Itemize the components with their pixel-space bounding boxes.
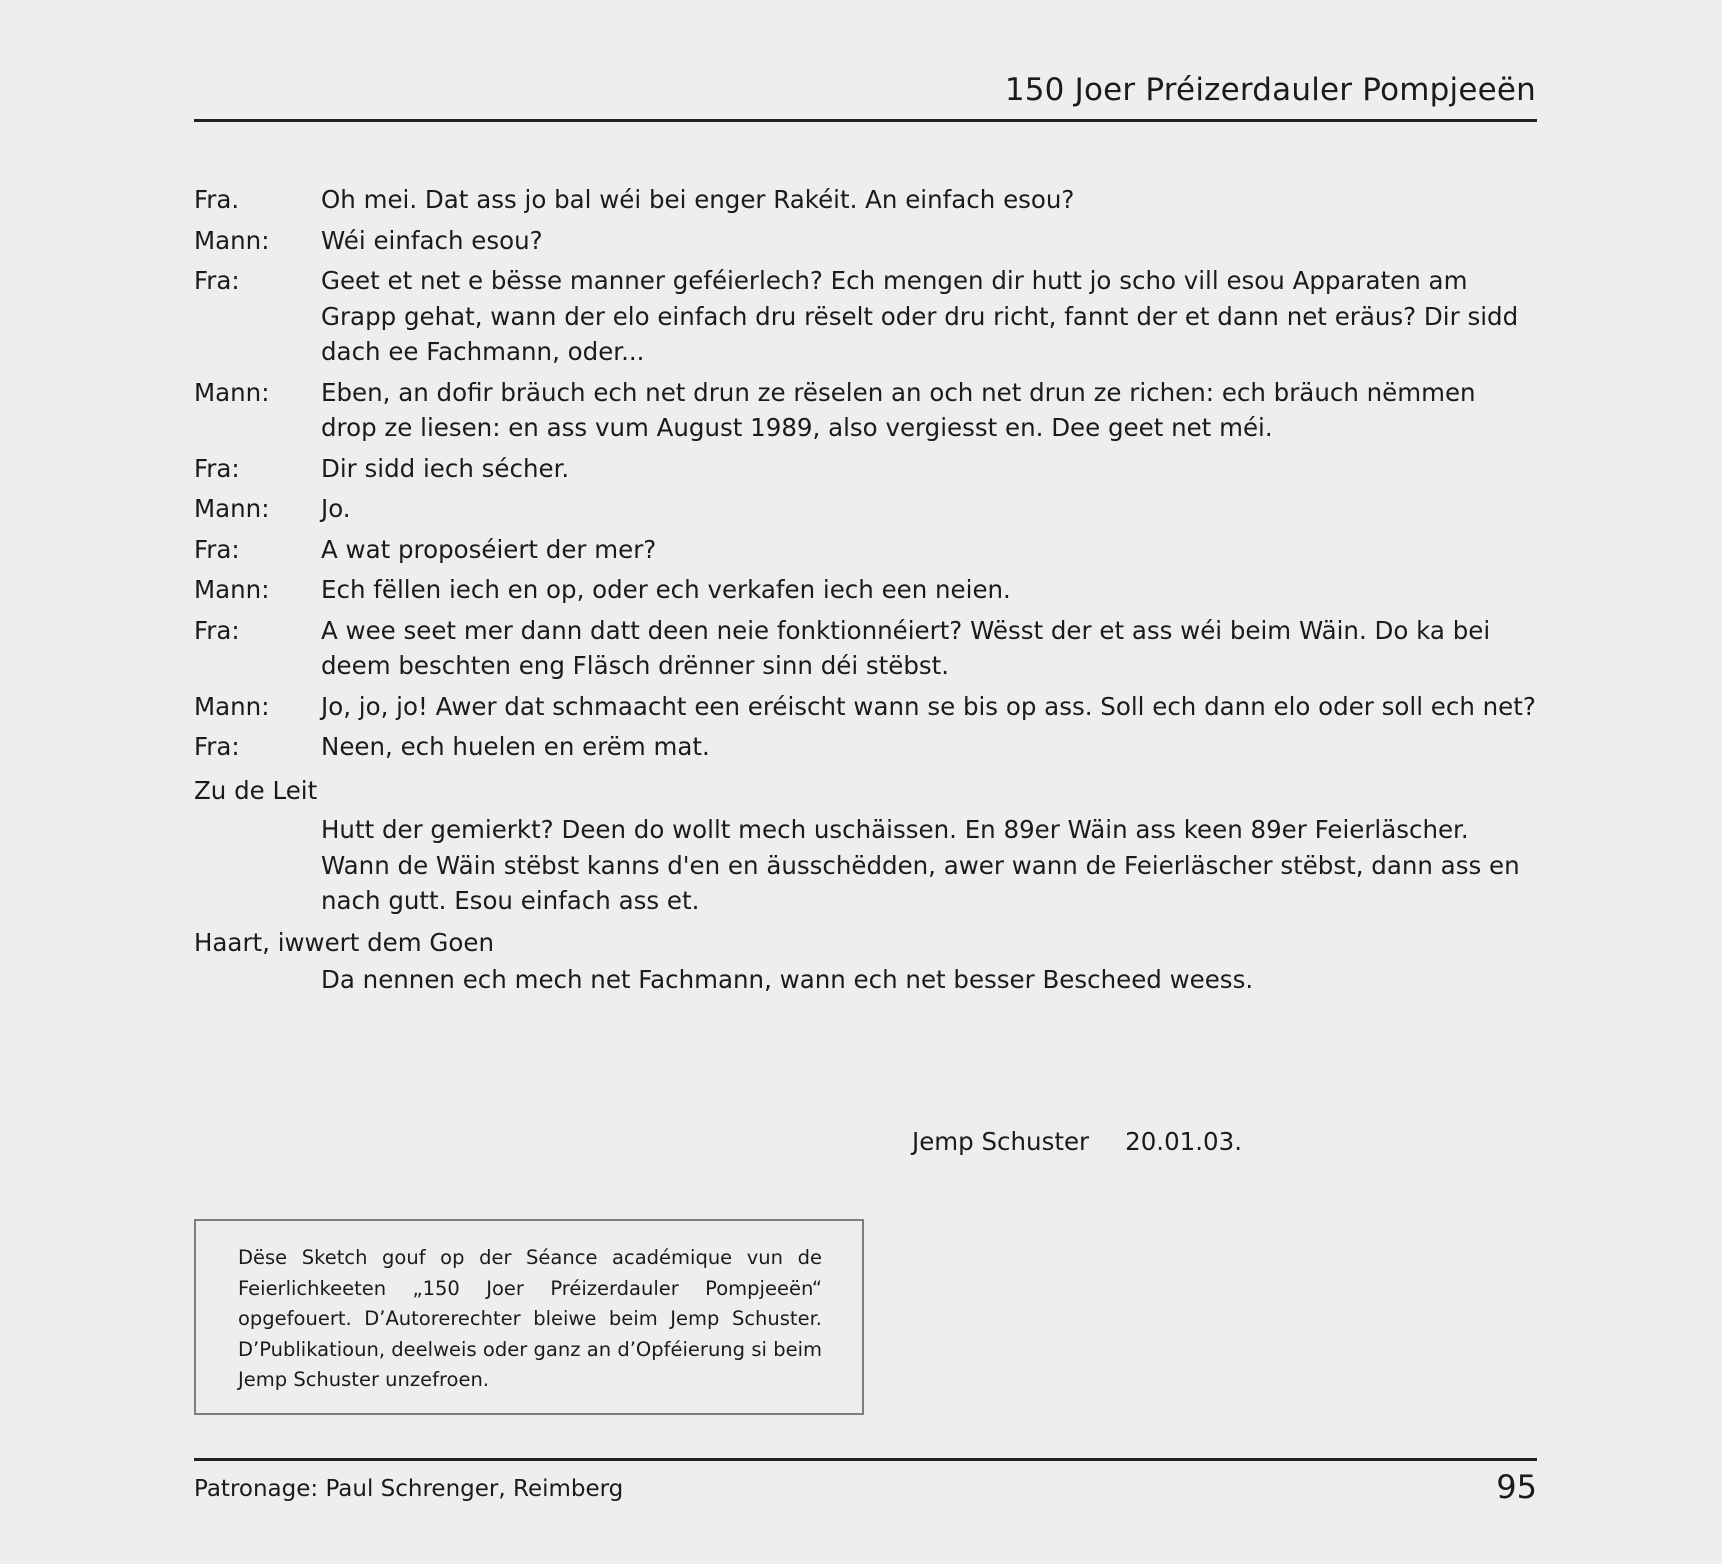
dialogue-line <box>194 613 1537 684</box>
speaker-label: Fra: <box>194 732 240 761</box>
dialogue-text: Oh mei. Dat ass jo bal wéi bei enger Rakéit. An einfach esou? <box>321 185 1075 214</box>
dialogue-body <box>194 182 1537 998</box>
dialogue-text: A wat proposéiert der mer? <box>321 534 657 564</box>
dialogue-text: Wéi einfach esou? <box>321 225 543 255</box>
speaker-label: Mann: <box>194 575 270 604</box>
dialogue-text: A wee seet mer dann datt deen neie fonktionnéiert? Wësst der et ass wéi beim Wäin. Do ka bei deem beschten eng Fläsch drënner sinn déi stëbst. <box>321 615 1491 680</box>
dialogue-text: Eben, an dofir bräuch ech net drun ze rëselen an och net drun ze richen: ech bräuch nëmmen drop ze liesen: en ass vum August 1989, also vergiesst en. Dee geet net méi. <box>321 377 1476 442</box>
copyright-notice-text: Dëse Sketch gouf op der Séance académique vun de Feierlichkeeten „150 Joer Préizerdauler Pompjeeën“ opgefouert. D’Autorerechter bleiwe beim Jemp Schuster. D’Publikatioun, deelweis oder ganz an d’Opféierung si beim Jemp Schuster unzefroen. <box>238 1246 822 1391</box>
dialogue-line <box>194 223 1537 259</box>
signature-line <box>912 1127 1242 1156</box>
dialogue-line <box>194 263 1537 370</box>
speaker-label: Fra. <box>194 185 240 214</box>
dialogue-line <box>194 491 1537 527</box>
dialogue-text: Jo, jo, jo! Awer dat schmaacht een eréischt wann se bis op ass. Soll ech dann elo oder soll ech net? <box>321 691 1536 721</box>
stage-direction-text <box>194 962 1537 998</box>
dialogue-text: Dir sidd iech sécher. <box>321 453 570 483</box>
page-number: 95 <box>1496 1468 1537 1506</box>
copyright-notice-box <box>194 1219 864 1415</box>
dialogue-text: Geet et net e bësse manner geféierlech? Ech mengen dir hutt jo scho vill esou Apparaten am Grapp gehat, wann der elo einfach dru rëselt oder dru richt, fannt der et dann net eräus? Dir sidd dach ee Fachmann, oder... <box>321 266 1519 366</box>
speaker-label: Fra: <box>194 534 240 564</box>
dialogue-text: Jo. <box>321 494 351 523</box>
speaker-label: Mann: <box>194 494 270 523</box>
stage-direction-speech: Da nennen ech mech net Fachmann, wann ech net besser Bescheed weess. <box>321 965 1254 994</box>
speaker-label: Fra: <box>194 453 240 483</box>
speaker-label: Fra: <box>194 615 240 645</box>
author-name: Jemp Schuster <box>912 1127 1090 1156</box>
dialogue-text: Ech fëllen iech en op, oder ech verkafen iech een neien. <box>321 575 1011 604</box>
dialogue-line <box>194 451 1537 487</box>
dialogue-line <box>194 572 1537 608</box>
footer-divider <box>194 1458 1537 1461</box>
stage-direction-speech: Hutt der gemierkt? Deen do wollt mech uschäissen. En 89er Wäin ass keen 89er Feierläscher. Wann de Wäin stëbst kanns d'en en äusschëdden, awer wann de Feierläscher stëbst, dann ass en nach gutt. Esou einfach ass et. <box>321 815 1520 915</box>
running-header-title: 150 Joer Préizerdauler Pompjeeën <box>1004 72 1536 108</box>
speaker-label: Fra: <box>194 266 240 295</box>
signature-date: 20.01.03. <box>1125 1127 1242 1156</box>
footer-patronage: Patronage: Paul Schrenger, Reimberg <box>194 1476 624 1502</box>
dialogue-line <box>194 689 1537 725</box>
stage-direction-label: Haart, iwwert dem Goen <box>194 927 494 957</box>
dialogue-text: Neen, ech huelen en erëm mat. <box>321 732 710 761</box>
dialogue-line <box>194 375 1537 446</box>
dialogue-line <box>194 729 1537 765</box>
dialogue-line <box>194 532 1537 568</box>
speaker-label: Mann: <box>194 691 270 721</box>
stage-direction-label: Zu de Leit <box>194 775 318 805</box>
speaker-label: Mann: <box>194 225 270 255</box>
speaker-label: Mann: <box>194 377 270 407</box>
stage-direction-text <box>194 812 1537 919</box>
header-divider <box>194 119 1537 122</box>
dialogue-line <box>194 182 1537 218</box>
